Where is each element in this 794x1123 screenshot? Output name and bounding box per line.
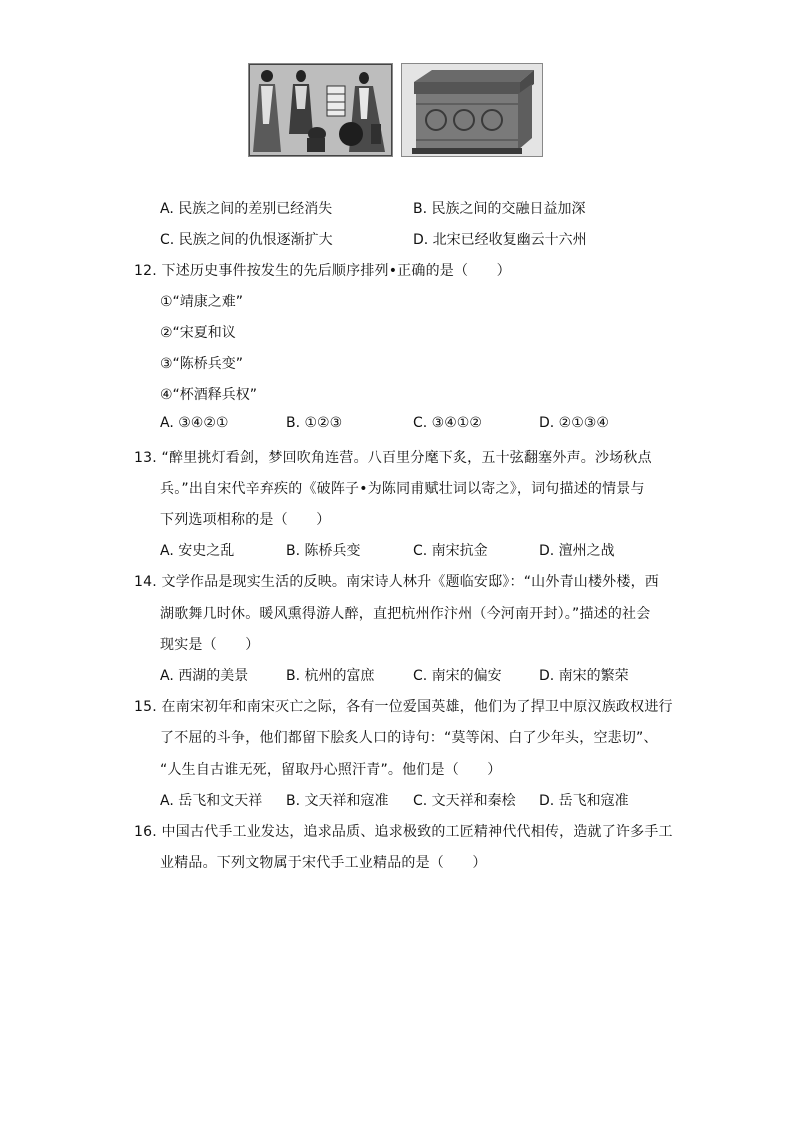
q12-stem: 12. 下述历史事件按发生的先后顺序排列•正确的是（ ） bbox=[134, 263, 511, 279]
q13-option-c: C. 南宋抗金 bbox=[413, 543, 488, 559]
q14-line-2: 湖歌舞几时休。暖风熏得游人醉，直把杭州作汴州（今河南开封）。”描述的社会 bbox=[160, 606, 651, 622]
ancient-box-photo bbox=[401, 63, 543, 157]
q11-option-d: D. 北宋已经收复幽云十六州 bbox=[413, 232, 587, 248]
q15-line-3: “人生自古谁无死，留取丹心照汗青”。他们是（ ） bbox=[160, 762, 502, 778]
q12-option-c: C. ③④①② bbox=[413, 415, 482, 431]
mural-drawing bbox=[249, 64, 392, 156]
q15-option-a: A. 岳飞和文天祥 bbox=[160, 793, 263, 809]
q12-event-1: ①“靖康之难” bbox=[160, 294, 244, 310]
q13-line-3: 下列选项相称的是（ ） bbox=[160, 512, 331, 528]
q11-option-c: C. 民族之间的仇恨逐渐扩大 bbox=[160, 232, 333, 248]
q12-event-3: ③“陈桥兵变” bbox=[160, 356, 244, 372]
q14-option-d: D. 南宋的繁荣 bbox=[539, 668, 629, 684]
q12-option-b: B. ①②③ bbox=[286, 415, 343, 431]
q15-option-b: B. 文天祥和寇准 bbox=[286, 793, 389, 809]
q14-option-a: A. 西湖的美景 bbox=[160, 668, 249, 684]
q16-line-1: 16. 中国古代手工业发达，追求品质、追求极致的工匠精神代代相传，造就了许多手工 bbox=[134, 824, 673, 840]
q11-option-b: B. 民族之间的交融日益加深 bbox=[413, 201, 586, 217]
q13-line-1: 13. “醉里挑灯看剑，梦回吹角连营。八百里分麾下炙，五十弦翻塞外声。沙场秋点 bbox=[134, 450, 652, 466]
q16-line-2: 业精品。下列文物属于宋代手工业精品的是（ ） bbox=[160, 855, 487, 871]
q13-option-d: D. 澶州之战 bbox=[539, 543, 615, 559]
q14-line-1: 14. 文学作品是现实生活的反映。南宋诗人林升《题临安邸》：“山外青山楼外楼，西 bbox=[134, 574, 659, 590]
q13-option-b: B. 陈桥兵变 bbox=[286, 543, 361, 559]
box-drawing bbox=[402, 64, 542, 156]
q13-option-a: A. 安史之乱 bbox=[160, 543, 235, 559]
q12-event-4: ④“杯酒释兵权” bbox=[160, 387, 258, 403]
q15-option-d: D. 岳飞和寇准 bbox=[539, 793, 629, 809]
q14-option-b: B. 杭州的富庶 bbox=[286, 668, 375, 684]
q14-line-3: 现实是（ ） bbox=[160, 637, 260, 653]
q15-line-2: 了不屈的斗争，他们都留下脍炙人口的诗句：“莫等闲、白了少年头，空悲切”、 bbox=[160, 730, 658, 746]
q11-option-a: A. 民族之间的差别已经消失 bbox=[160, 201, 333, 217]
q13-line-2: 兵。”出自宋代辛弃疾的《破阵子•为陈同甫赋壮词以寄之》，词句描述的情景与 bbox=[160, 481, 645, 497]
q15-option-c: C. 文天祥和秦桧 bbox=[413, 793, 516, 809]
q12-option-a: A. ③④②① bbox=[160, 415, 229, 431]
q14-option-c: C. 南宋的偏安 bbox=[413, 668, 502, 684]
mural-image bbox=[248, 63, 393, 157]
q12-event-2: ②“宋夏和议 bbox=[160, 325, 236, 341]
q15-line-1: 15. 在南宋初年和南宋灭亡之际，各有一位爱国英雄，他们为了捍卫中原汉族政权进行 bbox=[134, 699, 673, 715]
q12-option-d: D. ②①③④ bbox=[539, 415, 609, 431]
